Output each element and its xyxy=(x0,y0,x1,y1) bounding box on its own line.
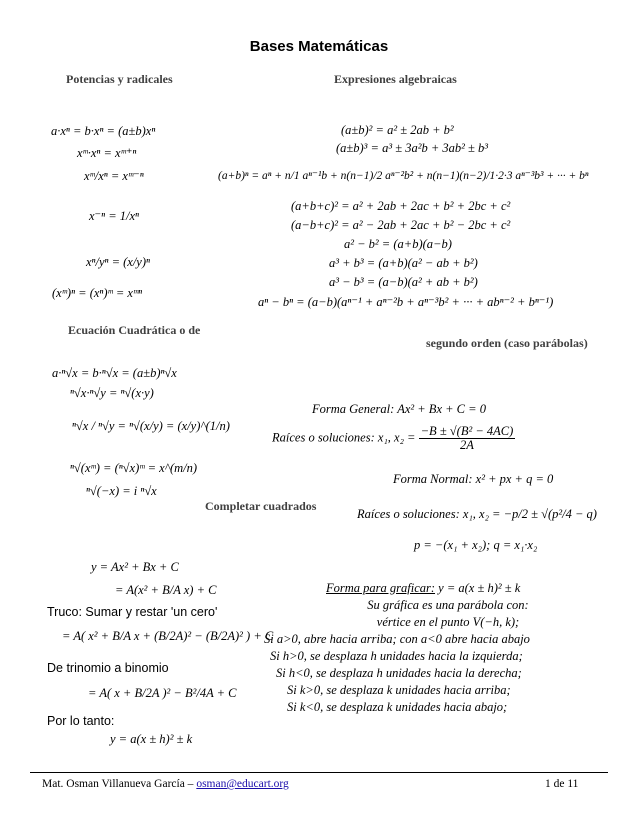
graph-heading-label: Forma para graficar: xyxy=(326,581,436,595)
roots-label: Raíces o soluciones: xyxy=(272,430,375,445)
graph-line: vértice en el punto V(−h, k); xyxy=(376,615,520,629)
graph-line: Si k>0, se desplaza k unidades hacia arriba; xyxy=(287,683,511,697)
complete-step-2: = A(x² + B/A x) + C xyxy=(115,583,217,597)
complete-therefore-note: Por lo tanto: xyxy=(47,714,115,728)
graph-line: Si k<0, se desplaza k unidades hacia abajo; xyxy=(287,700,508,714)
complete-step-4: = A( x + B/2A )² − B²/4A + C xyxy=(88,686,237,700)
graph-line: Su gráfica es una parábola con: xyxy=(367,598,529,612)
radical-rule-negative: ⁿ√(−x) = i ⁿ√x xyxy=(86,484,157,498)
roots2-equation: x₁, x₂ = −p/2 ± √(p²/4 − q) xyxy=(462,507,597,521)
quadratic-normal-roots xyxy=(357,507,597,522)
quadratic-normal-form xyxy=(393,472,553,487)
identity-binomial-theorem: (a+b)ⁿ = aⁿ + n/1 aⁿ⁻¹b + n(n−1)/2 aⁿ⁻²b² + n(n−1)(n−2)/1·2·3 aⁿ⁻³b³ + ··· + bⁿ xyxy=(218,170,589,182)
normal-form-label: Forma Normal: xyxy=(393,472,473,486)
complete-step-5: y = a(x ± h)² ± k xyxy=(110,732,193,746)
complete-binomial-note: De trinomio a binomio xyxy=(47,661,169,675)
graph-line: Si h>0, se desplaza h unidades hacia la izquierda; xyxy=(270,649,523,663)
quadratic-general-form xyxy=(312,402,486,417)
general-form-label: Forma General: xyxy=(312,402,395,416)
section-completing-square: Completar cuadrados xyxy=(205,499,317,513)
identity-trinomial-plus: (a+b+c)² = a² + 2ab + 2ac + b² + 2bc + c² xyxy=(291,199,511,213)
graph-form-heading xyxy=(326,581,520,596)
graph-line: Si h<0, se desplaza h unidades hacia la derecha; xyxy=(276,666,522,680)
identity-diff-squares: a² − b² = (a+b)(a−b) xyxy=(344,237,452,251)
identity-diff-powers: aⁿ − bⁿ = (a−b)(aⁿ⁻¹ + aⁿ⁻²b + aⁿ⁻³b² + ··· + abⁿ⁻² + bⁿ⁻¹) xyxy=(258,295,554,309)
roots-variables: x₁, x₂ = xyxy=(377,430,416,445)
roots2-label: Raíces o soluciones: xyxy=(357,507,460,521)
section-algebraic-expressions: Expresiones algebraicas xyxy=(334,72,457,86)
complete-trick-note: Truco: Sumar y restar 'un cero' xyxy=(47,605,218,619)
power-rule-product: xᵐ·xⁿ = xᵐ⁺ⁿ xyxy=(77,146,137,160)
radical-rule-product: ⁿ√x·ⁿ√y = ⁿ√(x·y) xyxy=(70,386,154,400)
complete-step-1: y = Ax² + Bx + C xyxy=(91,560,179,574)
power-rule-negative: x⁻ⁿ = 1/xⁿ xyxy=(89,209,139,223)
footer-divider xyxy=(30,772,608,773)
identity-trinomial-minus: (a−b+c)² = a² − 2ab + 2ac + b² − 2bc + c² xyxy=(291,218,511,232)
footer-author-name: Mat. Osman Villanueva García – xyxy=(42,778,194,790)
footer-author xyxy=(42,778,289,790)
general-form-equation: Ax² + Bx + C = 0 xyxy=(397,402,486,416)
identity-diff-cubes: a³ − b³ = (a−b)(a² + ab + b²) xyxy=(329,275,478,289)
footer-page-number: 1 de 11 xyxy=(545,778,579,790)
graph-line: Si a>0, abre hacia arriba; con a<0 abre hacia abajo xyxy=(264,632,530,646)
quadratic-formula xyxy=(272,425,515,452)
vieta-relations: p = −(x₁ + x₂); q = x₁·x₂ xyxy=(414,538,538,552)
power-rule-quotient: xᵐ/xⁿ = xᵐ⁻ⁿ xyxy=(84,169,144,183)
power-rule-sum: a·xⁿ = b·xⁿ = (a±b)xⁿ xyxy=(51,124,156,138)
footer-email-link[interactable]: osman@educart.org xyxy=(196,778,289,790)
complete-step-3: = A( x² + B/A x + (B/2A)² − (B/2A)² ) + C xyxy=(62,629,274,643)
section-quadratic-title: Ecuación Cuadrática o de xyxy=(68,323,201,337)
roots-denominator: 2A xyxy=(460,438,474,452)
power-rule-fraction: xⁿ/yⁿ = (x/y)ⁿ xyxy=(86,255,150,269)
radical-rule-sum: a·ⁿ√x = b·ⁿ√x = (a±b)ⁿ√x xyxy=(52,366,177,380)
roots-fraction xyxy=(419,425,516,452)
section-quadratic-subtitle: segundo orden (caso parábolas) xyxy=(426,336,588,350)
section-powers-radicals: Potencias y radicales xyxy=(66,72,173,86)
identity-square: (a±b)² = a² ± 2ab + b² xyxy=(341,123,454,137)
normal-form-equation: x² + px + q = 0 xyxy=(475,472,554,486)
power-rule-power: (xᵐ)ⁿ = (xⁿ)ᵐ = xᵐⁿ xyxy=(52,286,143,300)
identity-cube: (a±b)³ = a³ ± 3a²b + 3ab² ± b³ xyxy=(336,141,489,155)
identity-sum-cubes: a³ + b³ = (a+b)(a² − ab + b²) xyxy=(329,256,478,270)
page-title: Bases Matemáticas xyxy=(249,38,389,55)
radical-rule-power: ⁿ√(xᵐ) = (ⁿ√x)ᵐ = x^(m/n) xyxy=(70,461,198,475)
roots-numerator: −B ± √(B² − 4AC) xyxy=(420,424,514,438)
radical-rule-quotient: ⁿ√x / ⁿ√y = ⁿ√(x/y) = (x/y)^(1/n) xyxy=(72,419,230,433)
graph-heading-equation: y = a(x ± h)² ± k xyxy=(438,581,521,595)
